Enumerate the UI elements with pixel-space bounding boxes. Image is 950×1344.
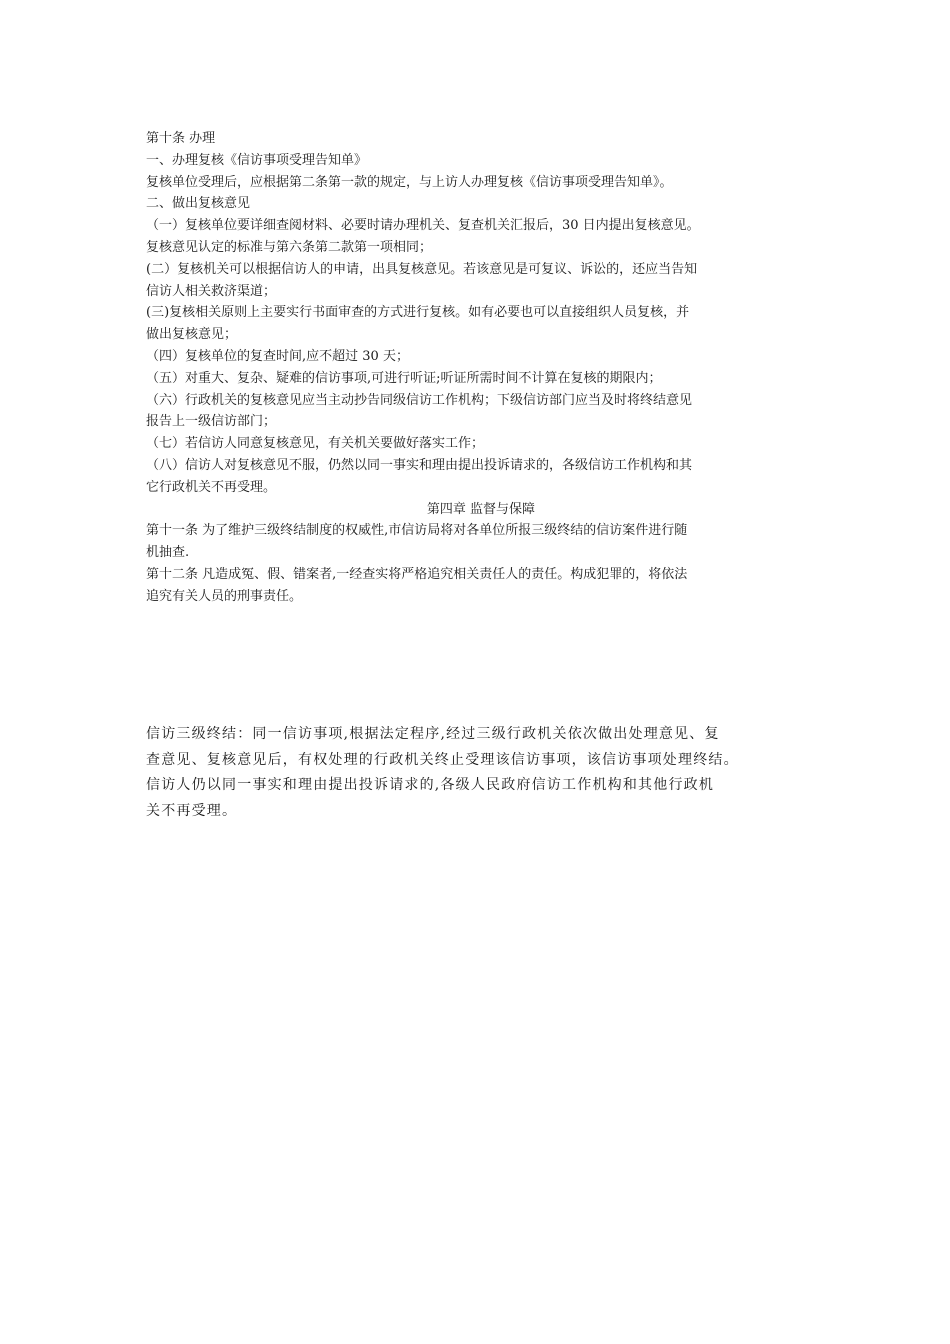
definition-line: 关不再受理。: [146, 802, 238, 819]
text-line: （四）复核单位的复查时间,应不超过 30 天；: [146, 348, 409, 364]
article-10-heading: 第十条 办理: [146, 131, 216, 146]
article-11-line: 机抽查.: [146, 545, 190, 561]
regulation-body: [146, 128, 826, 608]
definition-line: 查意见、复核意见后，有权处理的行政机关终止受理该信访事项，该信访事项处理终结。: [146, 751, 739, 768]
text-line: （八）信访人对复核意见不服，仍然以同一事实和理由提出投诉请求的，各级信访工作机构和其: [146, 457, 693, 473]
text-line: （一）复核单位要详细查阅材料、必要时请办理机关、复查机关汇报后，30 日内提出复核意见。: [146, 218, 700, 234]
definition-line: 信访三级终结：同一信访事项,根据法定程序,经过三级行政机关依次做出处理意见、复: [146, 726, 720, 742]
section-2-heading: 二、做出复核意见: [146, 196, 251, 212]
text-line: (二）复核机关可以根据信访人的申请，出具复核意见。若该意见是可复议、诉讼的，还应当告知: [146, 261, 698, 277]
article-12-line: 第十二条 凡造成冤、假、错案者,一经查实将严格追究相关责任人的责任。构成犯罪的，将依法: [146, 566, 688, 582]
text-line: （六）行政机关的复核意见应当主动抄告同级信访工作机构；下级信访部门应当及时将终结意见: [146, 392, 693, 408]
text-line: 复核意见认定的标准与第六条第二款第一项相同；: [146, 239, 433, 255]
text-line: 它行政机关不再受理。: [146, 479, 277, 495]
text-line: 信访人相关救济渠道；: [146, 283, 277, 299]
section-1-heading: 一、办理复核《信访事项受理告知单》: [146, 152, 368, 168]
text-line: 复核单位受理后，应根据第二条第一款的规定，与上访人办理复核《信访事项受理告知单》。: [146, 174, 673, 190]
definition-block: [146, 722, 836, 824]
article-11-line: 第十一条 为了维护三级终结制度的权威性,市信访局将对各单位所报三级终结的信访案件进行随: [146, 523, 688, 539]
text-line: (三)复核相关原则上主要实行书面审查的方式进行复核。如有必要也可以直接组织人员复核，并: [146, 305, 690, 321]
article-12-line: 追究有关人员的刑事责任。: [146, 588, 303, 604]
text-line: 报告上一级信访部门；: [146, 414, 277, 430]
text-line: 做出复核意见；: [146, 327, 238, 343]
chapter-heading: 第四章 监督与保障: [426, 501, 536, 517]
text-line: （七）若信访人同意复核意见，有关机关要做好落实工作；: [146, 436, 485, 452]
text-line: （五）对重大、复杂、疑难的信访事项,可进行听证;听证所需时间不计算在复核的期限内；: [146, 370, 662, 386]
definition-line: 信访人仍以同一事实和理由提出投诉请求的,各级人民政府信访工作机构和其他行政机: [146, 777, 715, 793]
